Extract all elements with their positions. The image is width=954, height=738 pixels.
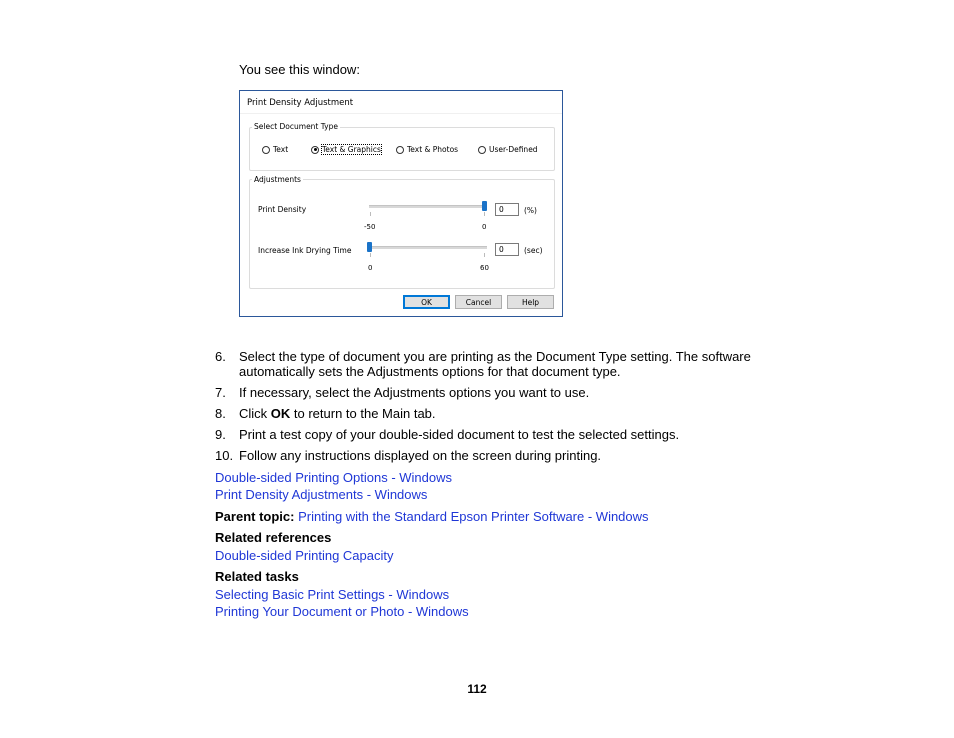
cancel-button[interactable]: Cancel [455, 295, 502, 309]
tick-mark [370, 253, 371, 257]
radio-circle [262, 146, 270, 154]
step-number: 9. [215, 427, 226, 442]
print-density-label: Print Density [258, 205, 307, 214]
steps-list [215, 349, 775, 469]
step-item [215, 349, 775, 379]
step-item [215, 406, 775, 421]
parent-topic-link[interactable]: Printing with the Standard Epson Printer Software - Windows [298, 509, 649, 524]
link-basic-print-settings[interactable]: Selecting Basic Print Settings - Windows [215, 587, 450, 602]
radio-text[interactable] [262, 145, 288, 154]
print-density-thumb[interactable] [482, 201, 487, 211]
dialog-title: Print Density Adjustment [247, 98, 354, 108]
link-print-density[interactable]: Print Density Adjustments - Windows [215, 487, 428, 502]
drying-time-unit: (sec) [524, 246, 543, 255]
link-double-sided-capacity[interactable]: Double-sided Printing Capacity [215, 548, 394, 563]
step-text: Print a test copy of your double-sided document to test the selected settings. [239, 427, 680, 442]
tick-mark [370, 212, 371, 216]
adjustments-group-label: Adjustments [254, 175, 301, 184]
drying-time-min: 0 [368, 264, 373, 272]
page-number: 112 [467, 682, 487, 696]
adjustments-group [249, 179, 555, 289]
step-text-pre: Click [239, 406, 271, 421]
step-item [215, 448, 775, 463]
step-number: 8. [215, 406, 226, 421]
step-text: Follow any instructions displayed on the screen during printing. [239, 448, 602, 463]
print-density-min: -50 [364, 223, 376, 231]
radio-circle [396, 146, 404, 154]
parent-topic-line [215, 508, 649, 525]
step-item [215, 427, 775, 442]
radio-text-graphics[interactable] [311, 145, 381, 154]
related-references-heading: Related references [215, 530, 332, 545]
step-text-post: to return to the Main tab. [290, 406, 436, 421]
step-text: Select the type of document you are printing as the Document Type setting. The software automatically sets the Adjustments options for that document type. [239, 349, 751, 379]
drying-time-max: 60 [480, 264, 489, 272]
link-double-sided-options[interactable]: Double-sided Printing Options - Windows [215, 470, 452, 485]
print-density-dialog [239, 90, 563, 317]
radio-text-label: Text [273, 145, 289, 154]
step-text: If necessary, select the Adjustments options you want to use. [239, 385, 590, 400]
intro-text: You see this window: [239, 62, 360, 77]
drying-time-thumb[interactable] [367, 242, 372, 252]
step-number: 10. [215, 448, 234, 463]
print-density-input[interactable]: 0 [495, 203, 519, 216]
print-density-track[interactable] [369, 205, 487, 208]
drying-time-track[interactable] [369, 246, 487, 249]
related-tasks-heading: Related tasks [215, 569, 299, 584]
step-text-bold: OK [270, 406, 291, 421]
step-number: 6. [215, 349, 226, 364]
radio-user-defined-label: User-Defined [489, 145, 538, 154]
ok-button[interactable]: OK [403, 295, 450, 309]
title-divider [240, 113, 562, 114]
radio-circle [478, 146, 486, 154]
radio-text-photos[interactable] [396, 145, 458, 154]
step-number: 7. [215, 385, 226, 400]
document-type-group-label: Select Document Type [254, 122, 338, 131]
drying-time-label: Increase Ink Drying Time [258, 246, 352, 255]
radio-text-graphics-label: Text & Graphics [322, 145, 381, 154]
tick-mark [484, 253, 485, 257]
tick-mark [484, 212, 485, 216]
radio-text-photos-label: Text & Photos [407, 145, 459, 154]
step-item [215, 385, 775, 400]
print-density-max: 0 [482, 223, 487, 231]
print-density-unit: (%) [524, 206, 537, 215]
radio-user-defined[interactable] [478, 145, 538, 154]
radio-circle-selected [311, 146, 319, 154]
drying-time-input[interactable]: 0 [495, 243, 519, 256]
help-button[interactable]: Help [507, 295, 554, 309]
parent-topic-label: Parent topic: [215, 509, 295, 524]
link-printing-document[interactable]: Printing Your Document or Photo - Windows [215, 604, 469, 619]
